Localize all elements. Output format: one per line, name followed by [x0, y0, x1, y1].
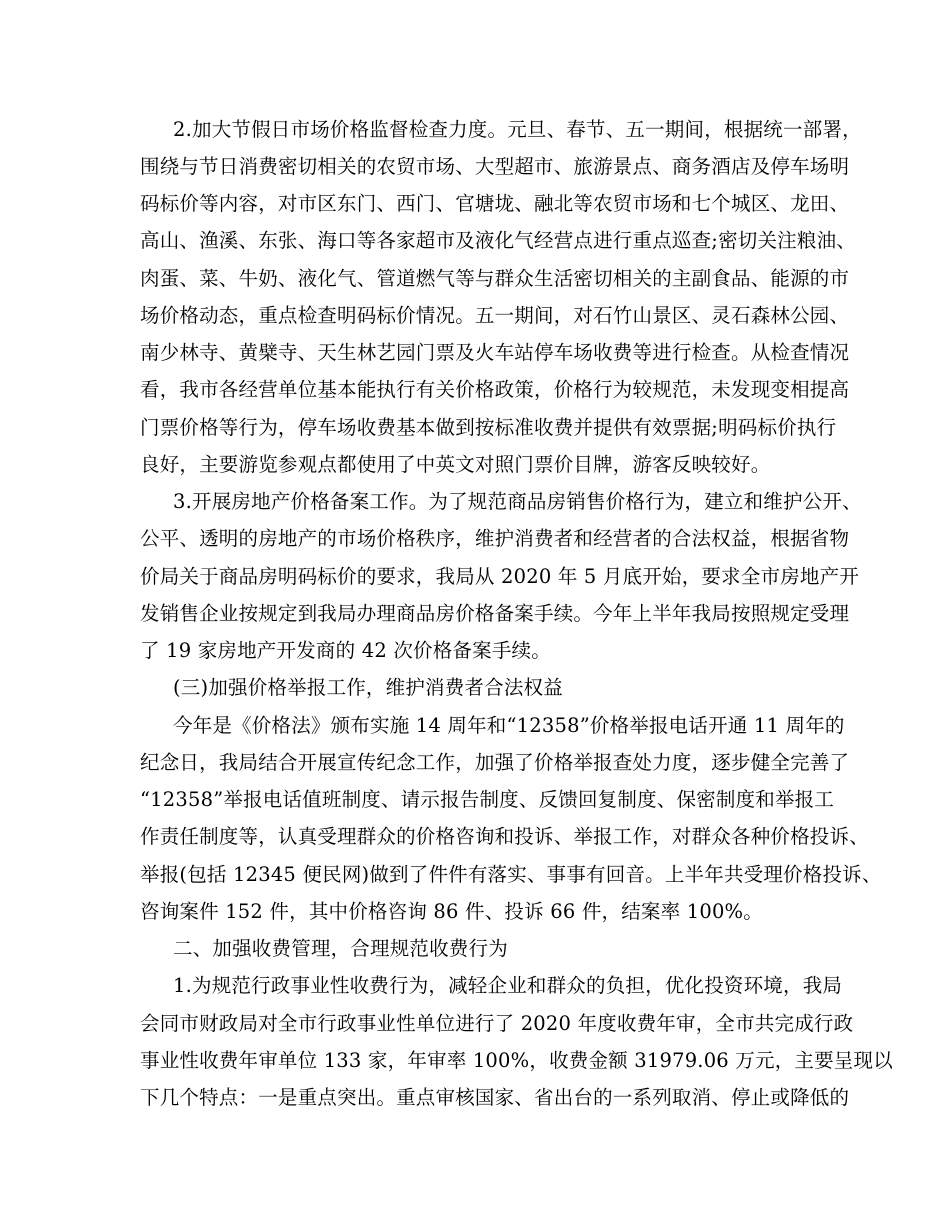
- text-line: 2.加大节假日市场价格监督检查力度。元旦、春节、五一期间，根据统一部署，: [173, 118, 862, 141]
- text-line: 纪念日，我局结合开展宣传纪念工作，加强了价格举报查处力度，逐步健全完善了: [140, 751, 850, 774]
- text-line: 举报(包括 12345 便民网)做到了件件有落实、事事有回音。上半年共受理价格投诉、: [140, 863, 882, 886]
- text-line: 价局关于商品房明码标价的要求，我局从 2020 年 5 月底开始，要求全市房地产开: [140, 565, 860, 588]
- text-line: 今年是《价格法》颁布实施 14 周年和“12358”价格举报电话开通 11 周年的: [173, 714, 845, 737]
- text-line: 事业性收费年审单位 133 家，年审率 100%，收费金额 31979.06 万元，主要呈现以: [140, 1049, 893, 1072]
- text-line: 高山、渔溪、东张、海口等各家超市及液化气经营点进行重点巡查;密切关注粮油、: [140, 229, 856, 252]
- section-heading: (三)加强价格举报工作，维护消费者合法权益: [173, 676, 563, 699]
- text-line: 作责任制度等，认真受理群众的价格咨询和投诉、举报工作，对群众各种价格投诉、: [140, 825, 869, 848]
- text-line: 3.开展房地产价格备案工作。为了规范商品房销售价格行为，建立和维护公开、: [173, 490, 862, 513]
- text-line: 良好，主要游览参观点都使用了中英文对照门票价目牌，游客反映较好。: [140, 453, 771, 476]
- text-line: 肉蛋、菜、牛奶、液化气、管道燃气等与群众生活密切相关的主副食品、能源的市: [140, 267, 850, 290]
- text-line: 门票价格等行为，停车场收费基本做到按标准收费并提供有效票据;明码标价执行: [140, 416, 837, 439]
- text-line: 会同市财政局对全市行政事业性单位进行了 2020 年度收费年审，全市共完成行政: [140, 1012, 854, 1035]
- text-line: 围绕与节日消费密切相关的农贸市场、大型超市、旅游景点、商务酒店及停车场明: [140, 155, 850, 178]
- text-line: “12358”举报电话值班制度、请示报告制度、反馈回复制度、保密制度和举报工: [140, 788, 835, 811]
- text-line: 场价格动态，重点检查明码标价情况。五一期间，对石竹山景区、灵石森林公园、: [140, 304, 850, 327]
- section-heading: 二、加强收费管理，合理规范收费行为: [173, 937, 508, 960]
- text-line: 南少林寺、黄檗寺、天生林艺园门票及火车站停车场收费等进行检查。从检查情况: [140, 341, 850, 364]
- text-line: 看，我市各经营单位基本能执行有关价格政策，价格行为较规范，未发现变相提高: [140, 378, 850, 401]
- text-line: 码标价等内容，对市区东门、西门、官塘垅、融北等农贸市场和七个城区、龙田、: [140, 192, 850, 215]
- text-line: 了 19 家房地产开发商的 42 次价格备案手续。: [140, 639, 551, 662]
- text-line: 发销售企业按规定到我局办理商品房价格备案手续。今年上半年我局按照规定受理: [140, 602, 850, 625]
- text-line: 咨询案件 152 件，其中价格咨询 86 件、投诉 66 件，结案率 100%。: [140, 900, 763, 923]
- text-line: 下几个特点：一是重点突出。重点审核国家、省出台的一系列取消、停止或降低的: [140, 1086, 850, 1109]
- text-line: 公平、透明的房地产的市场价格秩序，维护消费者和经营者的合法权益，根据省物: [140, 527, 850, 550]
- text-line: 1.为规范行政事业性收费行为，减轻企业和群众的负担，优化投资环境，我局: [173, 974, 843, 997]
